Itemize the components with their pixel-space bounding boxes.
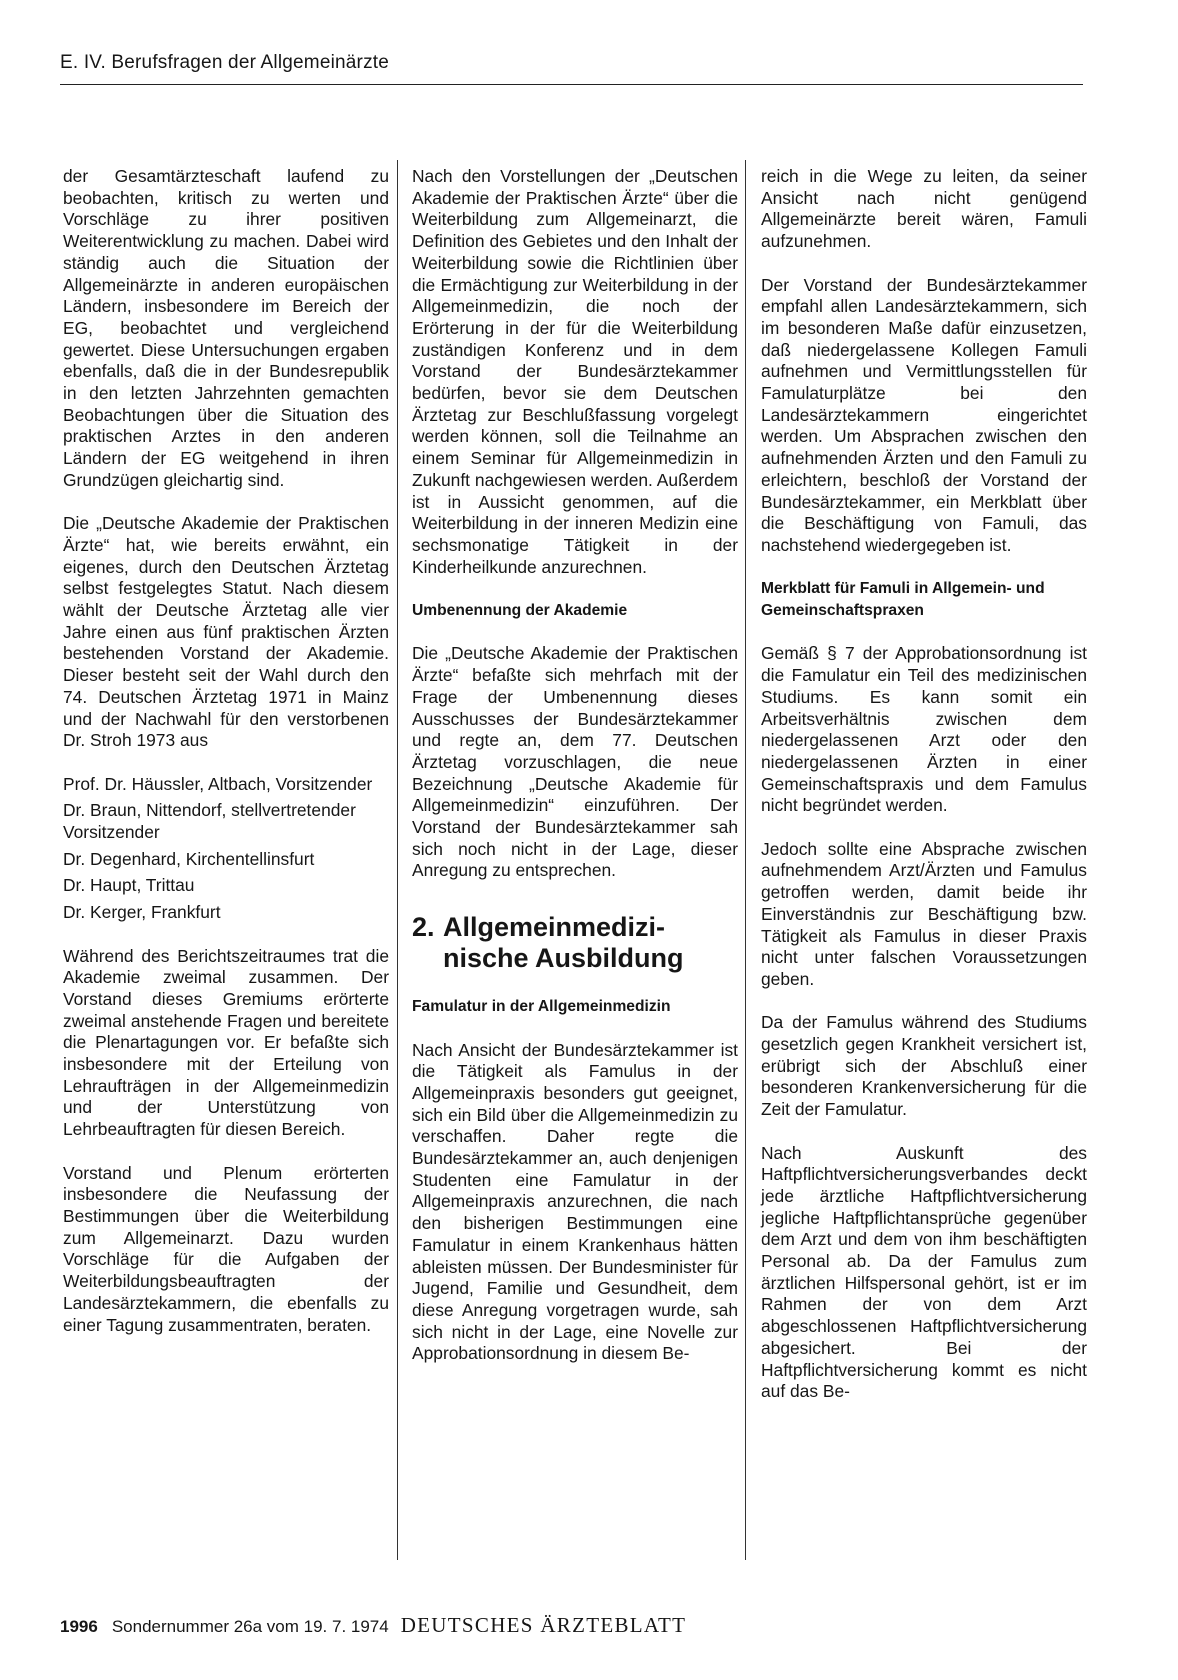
- paragraph: Die „Deutsche Akademie der Praktischen Ärzte“ hat, wie bereits erwähnt, ein eigenes, durch den Deutschen Ärztetag selbst festgelegtes Statut. Nach diesem wählt der Deutsche Ärztetag alle vier Jahre einen aus fünf praktischen Ärzten bestehenden Vorstand der Akademie. Dieser besteht seit der Wahl durch den 74. Deutschen Ärztetag 1971 in Mainz und der Nachwahl für den verstorbenen Dr. Stroh 1973 aus: [63, 513, 389, 751]
- board-member: Dr. Braun, Nittendorf, stellvertretender Vorsitzender: [63, 800, 356, 843]
- section-title-line-1: Allgemeinmedizi-: [443, 912, 666, 943]
- subheading: Merkblatt für Famuli in Allgemein- und Gemeinschaftspraxen: [761, 580, 1045, 620]
- column-2: [412, 166, 738, 1387]
- paragraph: Nach Ansicht der Bundesärztekammer ist die Tätigkeit als Famulus in der Allgemeinpraxis besonders gut geeignet, sich ein Bild über die Allgemeinmedizin zu verschaffen. Daher regte die Bundesärztekammer an, auch denjenigen Studenten eine Famulatur in der Allgemeinpraxis anzurechnen, die nach den bisherigen Bestimmungen eine Famulatur in einem Krankenhaus hätten ableisten müssen. Der Bundesminister für Jugend, Familie und Gesundheit, dem diese Anregung vorgetragen wurde, sah sich nicht in der Lage, eine Novelle zur Approbationsordnung in diesem Be-: [412, 1039, 738, 1364]
- page-footer: [60, 1613, 686, 1638]
- column-1: [63, 166, 389, 1358]
- paragraph: Der Vorstand der Bundesärztekammer empfahl allen Landesärztekammern, sich im besonderen Maße dafür einzusetzen, daß niedergelassene Kollegen Famuli aufnehmen und Vermittlungsstellen für Famulaturplätze bei den Landesärztekammern eingerichtet werden. Um Absprachen zwischen den aufnehmenden Ärzten und den Famuli zu erleichtern, beschloß der Vorstand der Bundesärztekammer, ein Merkblatt über die Beschäftigung von Famuli, das nachstehend wiedergegeben ist.: [761, 274, 1087, 555]
- column-divider: [397, 160, 398, 1560]
- paragraph: Vorstand und Plenum erörterten insbesondere die Neufassung der Bestimmungen über die Weiterbildung zum Allgemeinarzt. Dazu wurden Vorschläge für die Aufgaben der Weiterbildungsbeauftragten der Landesärztekammern, die ebenfalls zu einer Tagung zusammentraten, beraten.: [63, 1162, 389, 1335]
- section-title-line-2: nische Ausbildung: [443, 943, 684, 974]
- board-member: Dr. Degenhard, Kirchentellinsfurt: [63, 848, 315, 869]
- column-3: [761, 166, 1087, 1425]
- running-header: E. IV. Berufsfragen der Allgemeinärzte: [60, 52, 390, 73]
- board-member: Dr. Kerger, Frankfurt: [63, 902, 221, 923]
- page-number: 1996: [60, 1617, 98, 1636]
- header-rule: [60, 84, 1083, 85]
- board-member: Prof. Dr. Häussler, Altbach, Vorsitzender: [63, 773, 373, 794]
- paragraph: Jedoch sollte eine Absprache zwischen aufnehmendem Arzt/Ärzten und Famulus getroffen werden, damit beide ihr Einverständnis zur Beschäftigung bzw. Tätigkeit als Famulus in dieser Praxis nicht unter falschen Voraussetzungen geben.: [761, 838, 1087, 989]
- paragraph: Nach den Vorstellungen der „Deutschen Akademie der Praktischen Ärzte“ über die Weiterbildung zum Allgemeinarzt, die Definition des Gebietes und den Inhalt der Weiterbildung sowie die Richtlinien über die Ermächtigung zur Weiterbildung in der Allgemeinmedizin, die noch der Erörterung in der für die Weiterbildung zuständigen Konferenz und in dem Vorstand der Bundesärztekammer bedürfen, bevor sie dem Deutschen Ärztetag zur Beschlußfassung vorgelegt werden können, soll die Teilnahme an einem Seminar für Allgemeinmedizin in Zukunft nachgewiesen werden. Außerdem ist in Aussicht genommen, auf die Weiterbildung in der inneren Medizin eine sechsmonatige Tätigkeit in der Kinderheilkunde anzurechnen.: [412, 166, 738, 577]
- magazine-name: DEUTSCHES ÄRZTEBLATT: [400, 1613, 687, 1637]
- board-list: [63, 774, 389, 924]
- section-heading: [412, 912, 738, 974]
- column-divider: [745, 160, 746, 1560]
- issue-info: Sondernummer 26a vom 19. 7. 1974: [111, 1617, 389, 1636]
- board-member: Dr. Haupt, Trittau: [63, 875, 195, 896]
- paragraph: Die „Deutsche Akademie der Praktischen Ärzte“ befaßte sich mehrfach mit der Frage der Umbenennung dieses Ausschusses der Bundesärztekammer und regte an, dem 77. Deutschen Ärztetag vorzuschlagen, die neue Bezeichnung „Deutsche Akademie für Allgemeinmedizin“ einzuführen. Der Vorstand der Bundesärztekammer sah sich noch nicht in der Lage, dieser Anregung zu entsprechen.: [412, 643, 738, 881]
- paragraph: Nach Auskunft des Haftpflichtversicherungsverbandes deckt jede ärztliche Haftpflichtversicherung jegliche Haftpflichtansprüche gegenüber dem Arzt und dem von ihm beschäftigten Personal ab. Da der Famulus zum ärztlichen Hilfspersonal gehört, ist er im Rahmen der von dem Arzt abgeschlossenen Haftpflichtversicherung abgesichert. Bei der Haftpflichtversicherung kommt es nicht auf das Be-: [761, 1142, 1087, 1402]
- subheading: Famulatur in der Allgemeinmedizin: [412, 998, 671, 1016]
- subheading: Umbenennung der Akademie: [412, 602, 628, 620]
- paragraph: der Gesamtärzteschaft laufend zu beobachten, kritisch zu werten und Vorschläge zu ihrer positiven Weiterentwicklung zu machen. Dabei wird ständig auch die Situation der Allgemeinärzte in anderen europäischen Ländern, insbesondere im Bereich der EG, beobachtet und vergleichend gewertet. Diese Untersuchungen ergaben ebenfalls, daß die in der Bundesrepublik in den letzten Jahrzehnten gemachten Beobachtungen über die Situation des praktischen Arztes in den anderen Ländern der EG weitgehend in ihren Grundzügen gleichartig sind.: [63, 166, 389, 490]
- paragraph: reich in die Wege zu leiten, da seiner Ansicht nach nicht genügend Allgemeinärzte bereit wären, Famuli aufzunehmen.: [761, 166, 1087, 252]
- paragraph: Während des Berichtszeitraumes trat die Akademie zweimal zusammen. Der Vorstand dieses Gremiums erörterte zweimal anstehende Fragen und bereitete die Plenartagungen vor. Er befaßte sich insbesondere mit der Erteilung von Lehraufträgen in der Allgemeinmedizin und der Unterstützung von Lehrbeauftragten für diesen Bereich.: [63, 945, 389, 1140]
- paragraph: Gemäß § 7 der Approbationsordnung ist die Famulatur ein Teil des medizinischen Studiums. Es kann somit ein Arbeitsverhältnis zwischen dem niedergelassenen Arzt oder den niedergelassenen Ärzten in einer Gemeinschaftspraxis und dem Famulus nicht begründet werden.: [761, 643, 1087, 816]
- section-number: 2.: [412, 912, 435, 943]
- paragraph: Da der Famulus während des Studiums gesetzlich gegen Krankheit versichert ist, erübrigt sich der Abschluß einer besonderen Krankenversicherung für die Zeit der Famulatur.: [761, 1012, 1087, 1120]
